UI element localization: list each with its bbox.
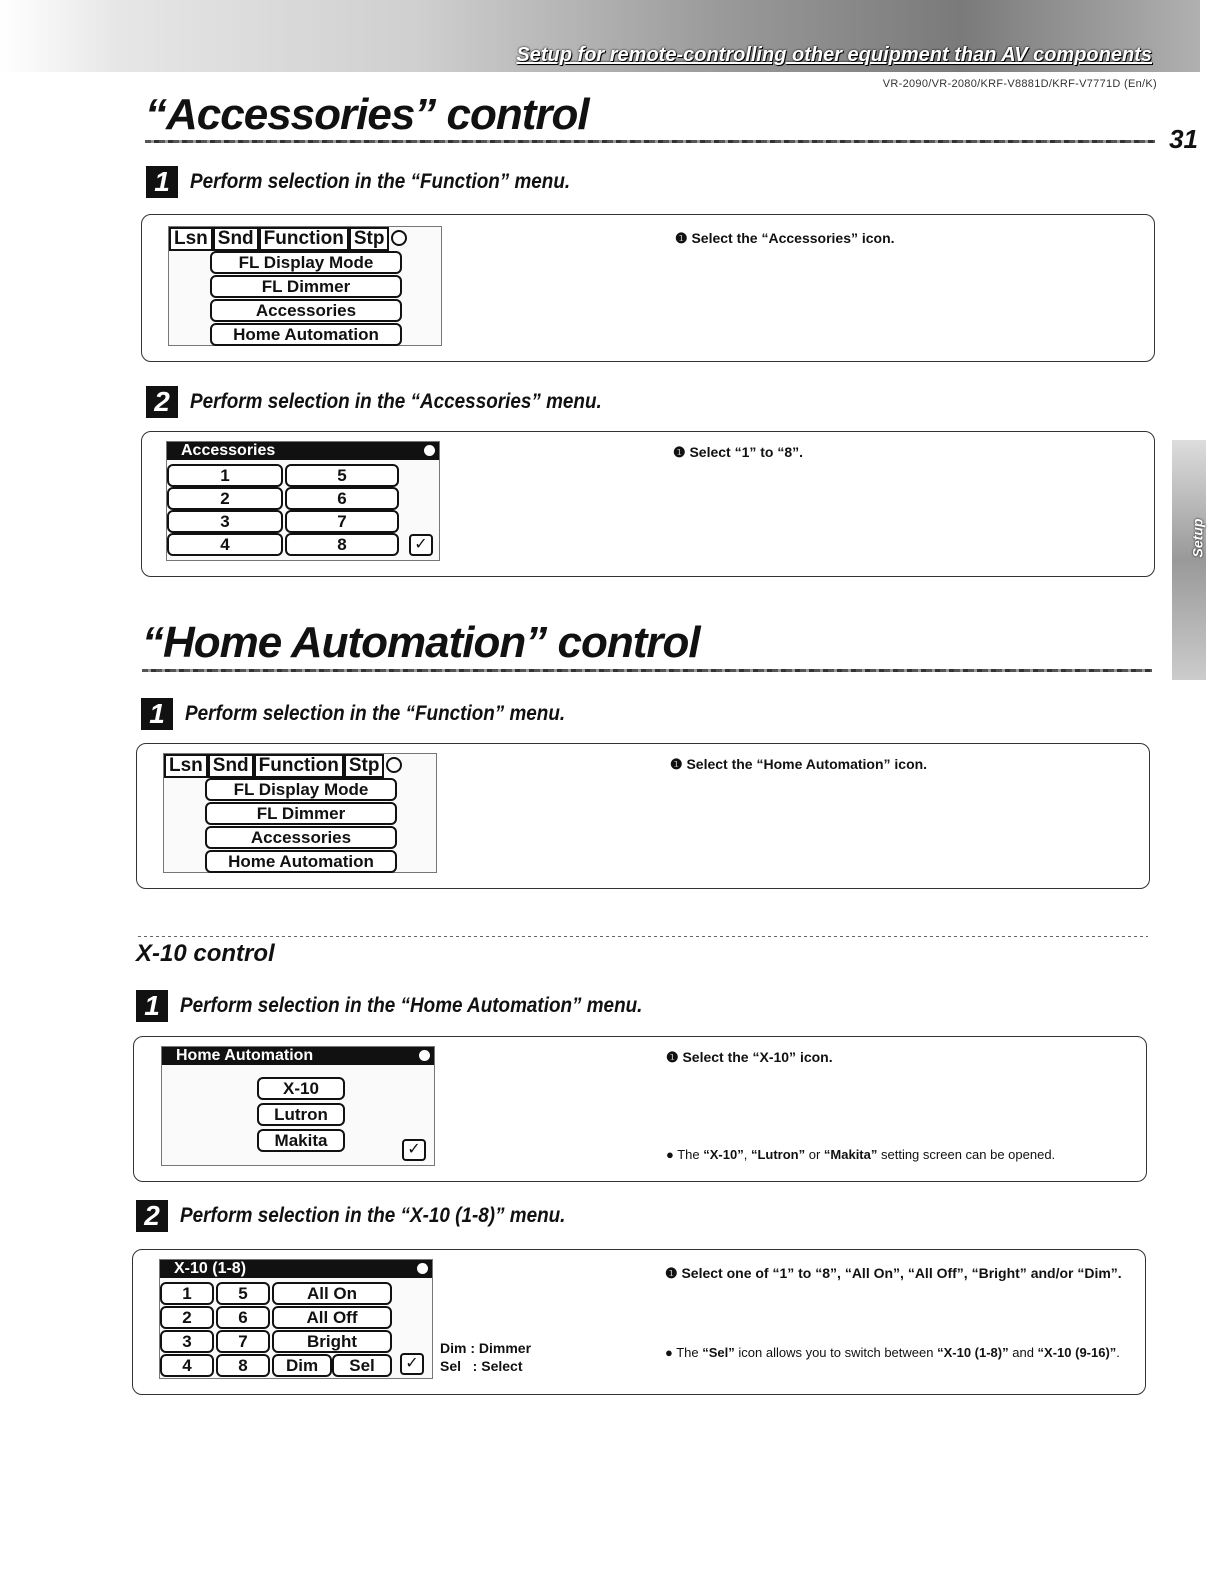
- home-automation-title: “Home Automation” control: [142, 618, 700, 667]
- fl-display-mode-button[interactable]: FL Display Mode: [205, 778, 397, 801]
- acc-step2: [146, 386, 648, 418]
- checkmark-icon[interactable]: ✓: [400, 1353, 424, 1375]
- makita-button[interactable]: Makita: [257, 1129, 345, 1152]
- home-automation-button[interactable]: Home Automation: [205, 850, 397, 873]
- acc-button-7[interactable]: 7: [285, 510, 399, 533]
- function-menu-lcd: [168, 226, 442, 346]
- step-text: Perform selection in the “Home Automation” menu.: [180, 994, 643, 1017]
- sel-button[interactable]: Sel: [332, 1354, 392, 1377]
- legend-dim: Dim : Dimmer: [440, 1340, 532, 1356]
- x10-step2-panel: [132, 1249, 1146, 1395]
- step-text: Perform selection in the “Accessories” menu.: [190, 390, 602, 413]
- legend-sel: Sel : Select: [440, 1358, 523, 1374]
- ha-step1-panel: [136, 743, 1150, 889]
- accessories-menu-lcd: [166, 441, 440, 561]
- tab-function[interactable]: Function: [259, 227, 349, 251]
- acc-step1: [146, 166, 612, 198]
- accessories-title-rule: [145, 140, 1155, 143]
- tab-lsn[interactable]: Lsn: [164, 754, 208, 778]
- accessories-title: “Accessories” control: [145, 90, 589, 139]
- x10-button[interactable]: X-10: [257, 1077, 345, 1100]
- acc-step2-instruction: ❶ Select “1” to “8”.: [673, 444, 804, 460]
- x10-step2-instruction: ❶ Select one of “1” to “8”, “All On”, “All Off”, “Bright” and/or “Dim”.: [665, 1265, 1122, 1281]
- x10-step1-panel: [133, 1036, 1147, 1182]
- ha-step1-instruction: ❶ Select the “Home Automation” icon.: [670, 756, 928, 772]
- all-on-button[interactable]: All On: [272, 1282, 392, 1305]
- step-number: 1: [136, 990, 168, 1022]
- checkmark-icon[interactable]: ✓: [402, 1139, 426, 1161]
- acc-button-8[interactable]: 8: [285, 533, 399, 556]
- x10-num-button-7[interactable]: 7: [216, 1330, 270, 1353]
- x10-step2-note: ● The “Sel” icon allows you to switch between “X-10 (1-8)” and “X-10 (9-16)”.: [665, 1345, 1120, 1360]
- x10-menu-title: X-10 (1-8): [160, 1260, 432, 1278]
- x10-num-button-5[interactable]: 5: [216, 1282, 270, 1305]
- banner-title: Setup for remote-controlling other equipment than AV components: [516, 44, 1152, 66]
- acc-button-4[interactable]: 4: [167, 533, 283, 556]
- x10-step1: [136, 990, 694, 1022]
- x10-step1-instruction: ❶ Select the “X-10” icon.: [666, 1049, 833, 1065]
- fl-dimmer-button[interactable]: FL Dimmer: [205, 802, 397, 825]
- menu-dot-icon: [424, 445, 435, 456]
- ha-function-menu-lcd: [163, 753, 437, 873]
- x10-num-button-1[interactable]: 1: [160, 1282, 214, 1305]
- x10-num-button-3[interactable]: 3: [160, 1330, 214, 1353]
- x10-step2: [136, 1200, 608, 1232]
- tab-lsn[interactable]: Lsn: [169, 227, 213, 251]
- acc-button-6[interactable]: 6: [285, 487, 399, 510]
- dim-button[interactable]: Dim: [272, 1354, 332, 1377]
- header-banner: [0, 0, 1200, 72]
- home-automation-menu-title: Home Automation: [162, 1047, 434, 1065]
- acc-step1-panel: [141, 214, 1155, 362]
- function-menu-tabs: [164, 754, 436, 778]
- menu-dot-icon: [386, 757, 402, 773]
- accessories-button[interactable]: Accessories: [205, 826, 397, 849]
- ha-step1: [141, 698, 607, 730]
- step-number: 2: [136, 1200, 168, 1232]
- fl-display-mode-button[interactable]: FL Display Mode: [210, 251, 402, 274]
- step-number: 2: [146, 386, 178, 418]
- checkmark-icon[interactable]: ✓: [409, 534, 433, 556]
- accessories-button[interactable]: Accessories: [210, 299, 402, 322]
- home-automation-menu-lcd: [161, 1046, 435, 1166]
- x10-num-button-2[interactable]: 2: [160, 1306, 214, 1329]
- acc-step1-instruction: ❶ Select the “Accessories” icon.: [675, 230, 895, 246]
- all-off-button[interactable]: All Off: [272, 1306, 392, 1329]
- x10-menu-lcd: [159, 1259, 433, 1379]
- step-number: 1: [146, 166, 178, 198]
- tab-stp[interactable]: Stp: [349, 227, 390, 251]
- page-number: 31: [1169, 124, 1198, 154]
- x10-num-button-8[interactable]: 8: [216, 1354, 270, 1377]
- tab-snd[interactable]: Snd: [208, 754, 254, 778]
- accessories-menu-title: Accessories: [167, 442, 439, 460]
- x10-num-button-6[interactable]: 6: [216, 1306, 270, 1329]
- home-automation-title-rule: [142, 669, 1152, 672]
- step-text: Perform selection in the “Function” menu.: [185, 702, 566, 725]
- x10-num-button-4[interactable]: 4: [160, 1354, 214, 1377]
- tab-stp[interactable]: Stp: [344, 754, 385, 778]
- lutron-button[interactable]: Lutron: [257, 1103, 345, 1126]
- menu-dot-icon: [391, 230, 407, 246]
- x10-step1-note: ● The “X-10”, “Lutron” or “Makita” setting screen can be opened.: [666, 1147, 1056, 1162]
- side-tab: [1172, 440, 1206, 680]
- acc-button-5[interactable]: 5: [285, 464, 399, 487]
- function-menu-tabs: [169, 227, 441, 251]
- model-numbers: VR-2090/VR-2080/KRF-V8881D/KRF-V7771D (En/K): [882, 78, 1157, 90]
- acc-button-1[interactable]: 1: [167, 464, 283, 487]
- fl-dimmer-button[interactable]: FL Dimmer: [210, 275, 402, 298]
- tab-snd[interactable]: Snd: [213, 227, 259, 251]
- step-number: 1: [141, 698, 173, 730]
- menu-dot-icon: [417, 1263, 428, 1274]
- home-automation-button[interactable]: Home Automation: [210, 323, 402, 346]
- step-text: Perform selection in the “Function” menu.: [190, 170, 571, 193]
- x10-divider: [138, 936, 1148, 937]
- tab-function[interactable]: Function: [254, 754, 344, 778]
- step-text: Perform selection in the “X-10 (1-8)” menu.: [180, 1204, 566, 1227]
- acc-step2-panel: [141, 431, 1155, 577]
- acc-button-2[interactable]: 2: [167, 487, 283, 510]
- menu-dot-icon: [419, 1050, 430, 1061]
- x10-title: X-10 control: [136, 940, 275, 967]
- acc-button-3[interactable]: 3: [167, 510, 283, 533]
- side-tab-label: Setup: [1189, 518, 1206, 558]
- bright-button[interactable]: Bright: [272, 1330, 392, 1353]
